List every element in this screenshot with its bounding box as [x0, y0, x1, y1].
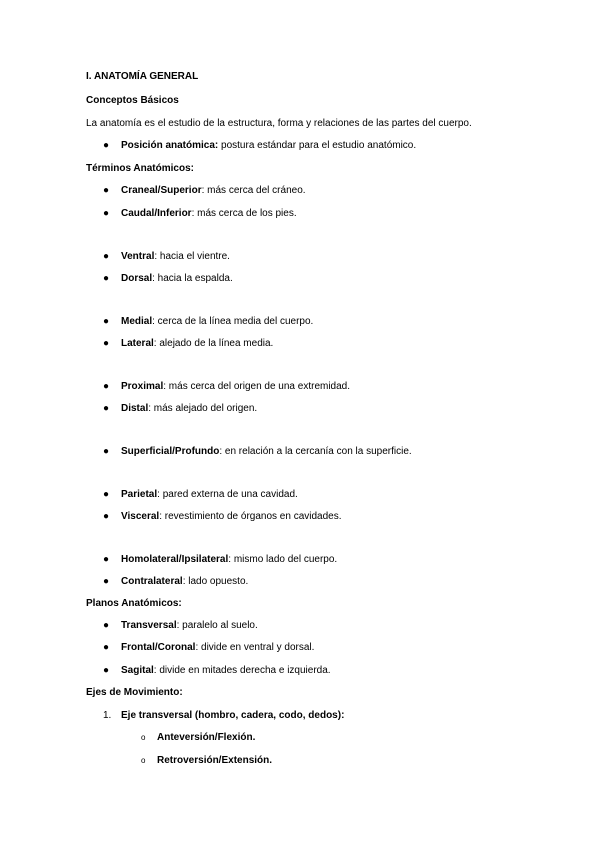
list-item	[103, 338, 274, 350]
term: Distal	[121, 403, 149, 414]
bullet-icon: ●	[103, 576, 110, 587]
circle-bullet-icon: o	[141, 756, 146, 765]
list-item	[103, 620, 258, 632]
bullet-icon: ●	[103, 642, 110, 653]
item-number: 1.	[103, 710, 112, 721]
term-description: : en relación a la cercanía con la superficie.	[219, 446, 412, 457]
term-description: : hacia la espalda.	[152, 273, 233, 284]
list-item	[103, 273, 233, 285]
bullet-icon: ●	[103, 403, 110, 414]
bullet-icon: ●	[103, 665, 110, 676]
list-item	[103, 665, 331, 677]
bullet-icon: ●	[103, 140, 110, 151]
term: Lateral	[121, 338, 154, 349]
section-title: I. ANATOMÍA GENERAL	[86, 71, 199, 82]
list-item	[103, 251, 230, 263]
bullet-icon: ●	[103, 511, 110, 522]
term: Dorsal	[121, 273, 153, 284]
term-description: : pared externa de una cavidad.	[157, 489, 298, 500]
conceptos-intro: La anatomía es el estudio de la estructura, forma y relaciones de las partes del cuerpo.	[86, 118, 472, 129]
term-description: : más alejado del origen.	[148, 403, 258, 414]
bullet-icon: ●	[103, 620, 110, 631]
term: Craneal/Superior	[121, 185, 202, 196]
item-text: Eje transversal (hombro, cadera, codo, dedos):	[121, 710, 345, 721]
list-item	[103, 381, 351, 393]
list-item	[103, 403, 258, 415]
sub-list-item	[141, 732, 256, 744]
term-description: : revestimiento de órganos en cavidades.	[159, 511, 342, 522]
term-description: : más cerca de los pies.	[191, 208, 297, 219]
bullet-icon: ●	[103, 338, 110, 349]
bullet-icon: ●	[103, 446, 110, 457]
sub-item-text: Anteversión/Flexión.	[157, 732, 256, 743]
terminos-heading: Términos Anatómicos:	[86, 163, 194, 174]
term-description: : mismo lado del cuerpo.	[228, 554, 338, 565]
circle-bullet-icon: o	[141, 733, 146, 742]
term: Proximal	[121, 381, 164, 392]
list-item	[103, 316, 314, 328]
bullet-icon: ●	[103, 273, 110, 284]
term-description: : alejado de la línea media.	[153, 338, 274, 349]
list-item	[103, 446, 412, 458]
list-item	[103, 642, 315, 654]
term: Posición anatómica:	[121, 140, 219, 151]
term: Ventral	[121, 251, 155, 262]
term: Sagital	[121, 665, 154, 676]
term: Frontal/Coronal	[121, 642, 196, 653]
list-item	[103, 140, 417, 152]
bullet-icon: ●	[103, 185, 110, 196]
bullet-icon: ●	[103, 489, 110, 500]
term: Superficial/Profundo	[121, 446, 220, 457]
term: Parietal	[121, 489, 158, 500]
ejes-heading: Ejes de Movimiento:	[86, 687, 183, 698]
bullet-icon: ●	[103, 554, 110, 565]
bullet-icon: ●	[103, 208, 110, 219]
list-item	[103, 511, 342, 523]
bullet-icon: ●	[103, 316, 110, 327]
term-description: : más cerca del cráneo.	[201, 185, 306, 196]
sub-item-text: Retroversión/Extensión.	[157, 755, 273, 766]
bullet-icon: ●	[103, 381, 110, 392]
planos-heading: Planos Anatómicos:	[86, 598, 182, 609]
numbered-item	[103, 710, 345, 722]
term-description: : hacia el vientre.	[154, 251, 230, 262]
bullet-icon: ●	[103, 251, 110, 262]
term-description: postura estándar para el estudio anatómico.	[218, 140, 417, 151]
term-description: : divide en mitades derecha e izquierda.	[153, 665, 331, 676]
list-item	[103, 208, 297, 220]
term: Caudal/Inferior	[121, 208, 192, 219]
term-description: : más cerca del origen de una extremidad.	[163, 381, 351, 392]
term: Transversal	[121, 620, 177, 631]
list-item	[103, 185, 306, 197]
list-item	[103, 554, 338, 566]
term: Medial	[121, 316, 153, 327]
term-description: : paralelo al suelo.	[176, 620, 258, 631]
term: Visceral	[121, 511, 160, 522]
term-description: : cerca de la línea media del cuerpo.	[152, 316, 314, 327]
list-item	[103, 489, 298, 501]
term: Homolateral/Ipsilateral	[121, 554, 229, 565]
list-item	[103, 576, 249, 588]
sub-list-item	[141, 755, 273, 767]
term: Contralateral	[121, 576, 183, 587]
term-description: : divide en ventral y dorsal.	[195, 642, 315, 653]
term-description: : lado opuesto.	[182, 576, 249, 587]
conceptos-heading: Conceptos Básicos	[86, 95, 179, 106]
